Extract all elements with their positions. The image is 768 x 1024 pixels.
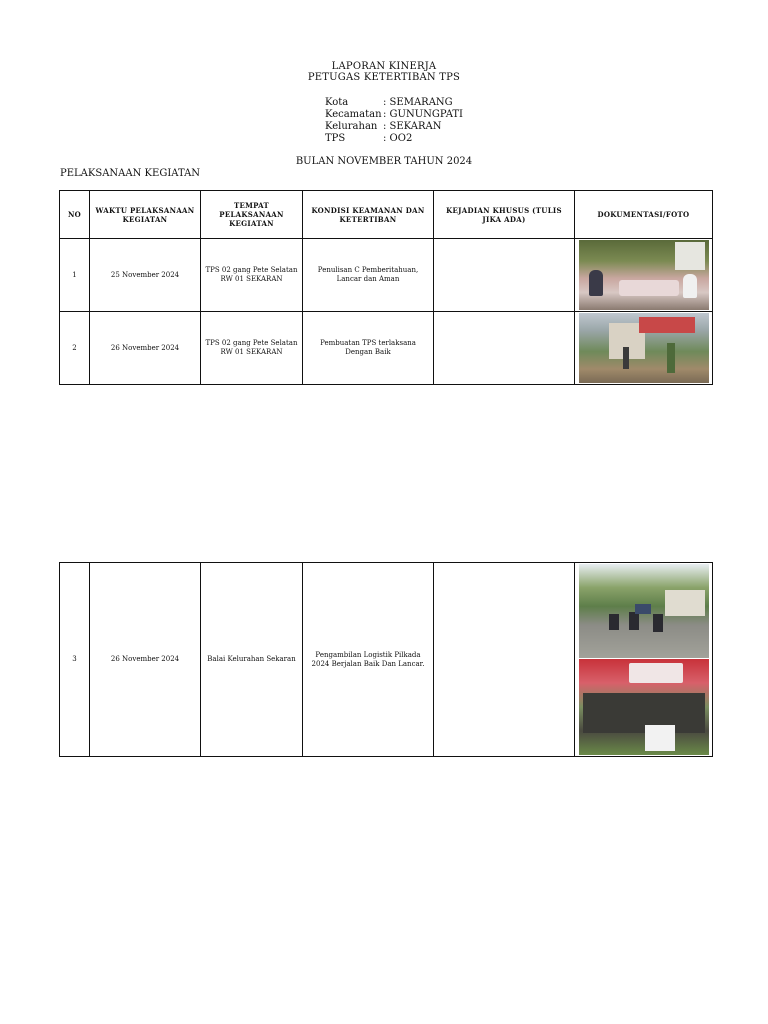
- info-value: : SEKARAN: [383, 121, 442, 132]
- info-label: Kelurahan: [325, 121, 378, 132]
- activity-table-continued: [59, 562, 713, 757]
- cell-kejadian: [434, 563, 575, 757]
- activity-table: [59, 190, 713, 385]
- cell-kejadian: [434, 312, 575, 385]
- info-label: Kecamatan: [325, 109, 382, 120]
- column-header-dokumentasi: DOKUMENTASI/FOTO: [575, 191, 713, 239]
- section-title: PELAKSANAAN KEGIATAN: [60, 168, 201, 179]
- cell-dokumentasi: [575, 563, 713, 757]
- info-value: : GUNUNGPATI: [383, 109, 463, 120]
- info-value: : SEMARANG: [383, 97, 453, 108]
- cell-no: 2: [60, 312, 90, 385]
- column-header-no: NO: [60, 191, 90, 239]
- table-header-row: [60, 191, 713, 239]
- cell-kondisi: Pengambilan Logistik Pilkada 2024 Berjalan Baik Dan Lancar.: [303, 563, 434, 757]
- cell-waktu: 26 November 2024: [90, 312, 201, 385]
- cell-waktu: 26 November 2024: [90, 563, 201, 757]
- info-row-kelurahan: [325, 121, 463, 133]
- column-header-kondisi: KONDISI KEAMANAN DAN KETERTIBAN: [303, 191, 434, 239]
- table-row: [60, 239, 713, 312]
- report-subtitle: PETUGAS KETERTIBAN TPS: [307, 72, 461, 83]
- documentation-photo: [579, 659, 709, 755]
- cell-kondisi: Pembuatan TPS terlaksana Dengan Baik: [303, 312, 434, 385]
- cell-waktu: 25 November 2024: [90, 239, 201, 312]
- cell-tempat: TPS 02 gang Pete Selatan RW 01 SEKARAN: [201, 312, 303, 385]
- info-row-kecamatan: [325, 109, 463, 121]
- column-header-kejadian: KEJADIAN KHUSUS (TULIS JIKA ADA): [434, 191, 575, 239]
- documentation-photo: [579, 240, 709, 310]
- info-label: Kota: [325, 97, 349, 108]
- table-row: [60, 312, 713, 385]
- info-row-kota: [325, 97, 463, 109]
- cell-tempat: Balai Kelurahan Sekaran: [201, 563, 303, 757]
- report-period: BULAN NOVEMBER TAHUN 2024: [295, 156, 473, 167]
- info-label: TPS: [325, 133, 346, 144]
- cell-dokumentasi: [575, 312, 713, 385]
- table-row: [60, 563, 713, 757]
- cell-no: 1: [60, 239, 90, 312]
- cell-kejadian: [434, 239, 575, 312]
- info-value: : OO2: [383, 133, 413, 144]
- column-header-waktu: WAKTU PELAKSANAAN KEGIATAN: [90, 191, 201, 239]
- cell-dokumentasi: [575, 239, 713, 312]
- report-title: LAPORAN KINERJA: [331, 61, 437, 72]
- location-info: [325, 97, 463, 145]
- column-header-tempat: TEMPAT PELAKSANAAN KEGIATAN: [201, 191, 303, 239]
- info-row-tps: [325, 133, 463, 145]
- cell-kondisi: Penulisan C Pemberitahuan, Lancar dan Aman: [303, 239, 434, 312]
- documentation-photo: [579, 564, 709, 658]
- cell-no: 3: [60, 563, 90, 757]
- cell-tempat: TPS 02 gang Pete Selatan RW 01 SEKARAN: [201, 239, 303, 312]
- documentation-photo: [579, 313, 709, 383]
